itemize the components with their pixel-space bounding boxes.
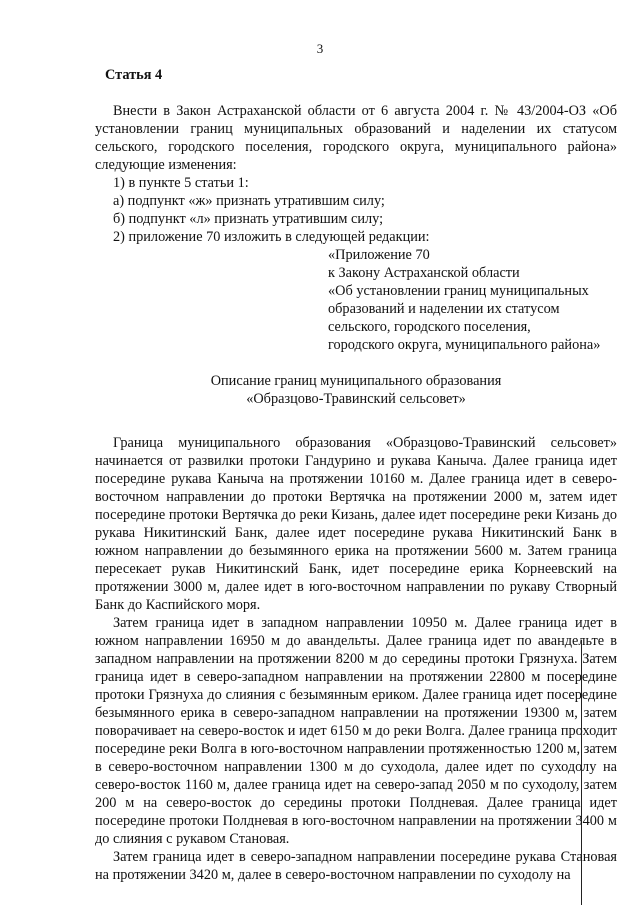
intro-paragraph: Внести в Закон Астраханской области от 6 августа 2004 г. № 43/2004-ОЗ «Об установлении границ муниципальных образований и наделении их статусом сельского, городского поселения, городского округа, муниципального района» следующие изменения: xyxy=(95,103,617,173)
page-number: 3 xyxy=(316,41,324,56)
section-title-line: «Образцово-Травинский сельсовет» xyxy=(246,391,466,407)
list-item: 1) в пункте 5 статьи 1: xyxy=(113,175,249,191)
list-item: 2) приложение 70 изложить в следующей редакции: xyxy=(113,229,430,245)
appendix-line: образований и наделении их статусом xyxy=(328,301,560,317)
body-paragraph: Затем граница идет в западном направлении 10950 м. Далее граница идет в южном направлении 16950 м до авандельты. Далее граница идет по авандельте в западном направлении на протяжении 8200 м до середины протоки Грязнуха. Затем граница идет в северо-западном направлении на протяжении 22800 м посередине протоки Грязнуха до слияния с безымянным ериком. Далее граница идет посередине безымянного ерика в северо-западном направлении на протяжении 19300 м, затем поворачивает на северо-восток и идет 6150 м до реки Волга. Далее граница проходит посередине реки Волга в юго-восточном направлении протяженностью 1200 м, затем в северо-восточном направлении 1300 м до суходола, далее идет по суходолу на северо-восток 1160 м, далее граница идет на северо-запад 2050 м по суходолу, затем 200 м на северо-восток до середины протоки Полдневая. Далее граница идет посередине протоки Полдневая в юго-восточном направлении на протяжении 3400 м до слияния с рукавом Становая. xyxy=(95,615,617,847)
article-heading: Статья 4 xyxy=(105,67,163,83)
section-title xyxy=(95,372,617,408)
spacer xyxy=(95,408,617,434)
appendix-line: «Приложение 70 xyxy=(328,247,430,263)
appendix-line: сельского, городского поселения, xyxy=(328,319,531,335)
appendix-line: к Закону Астраханской области xyxy=(328,265,520,281)
document-body xyxy=(95,66,617,884)
section-title-line: Описание границ муниципального образования xyxy=(210,373,502,389)
appendix-block xyxy=(95,246,617,354)
body-paragraph: Граница муниципального образования «Образцово-Травинский сельсовет» начинается от развилки протоки Гандурино и рукава Каныча. Далее граница идет посередине рукава Каныча на протяжении 10160 м. Далее граница идет в северо-восточном направлении до протоки Вертячка на протяжении 2000 м, затем идет посередине протоки Вертячка до реки Кизань, далее идет посередине реки Кизань до рукава Никитинский Банк, далее идет посередине рукава Никитинский Банк в южном направлении до безымянного ерика на протяжении 5600 м. Затем граница пересекает рукав Никитинский Банк, идет посередине ерика Корнеевский на протяжении 3000 м, далее идет в юго-восточном направлении по рукаву Створный Банк до Каспийского моря. xyxy=(95,435,617,613)
list-item: б) подпункт «л» признать утратившим силу; xyxy=(113,211,384,227)
body-paragraph: Затем граница идет в северо-западном направлении посередине рукава Становая на протяжении 3420 м, далее в северо-восточном направлении по суходолу на xyxy=(95,849,617,883)
list-item: а) подпункт «ж» признать утратившим силу; xyxy=(113,193,385,209)
appendix-line: «Об установлении границ муниципальных xyxy=(328,283,589,299)
appendix-line: городского округа, муниципального района» xyxy=(328,337,601,353)
